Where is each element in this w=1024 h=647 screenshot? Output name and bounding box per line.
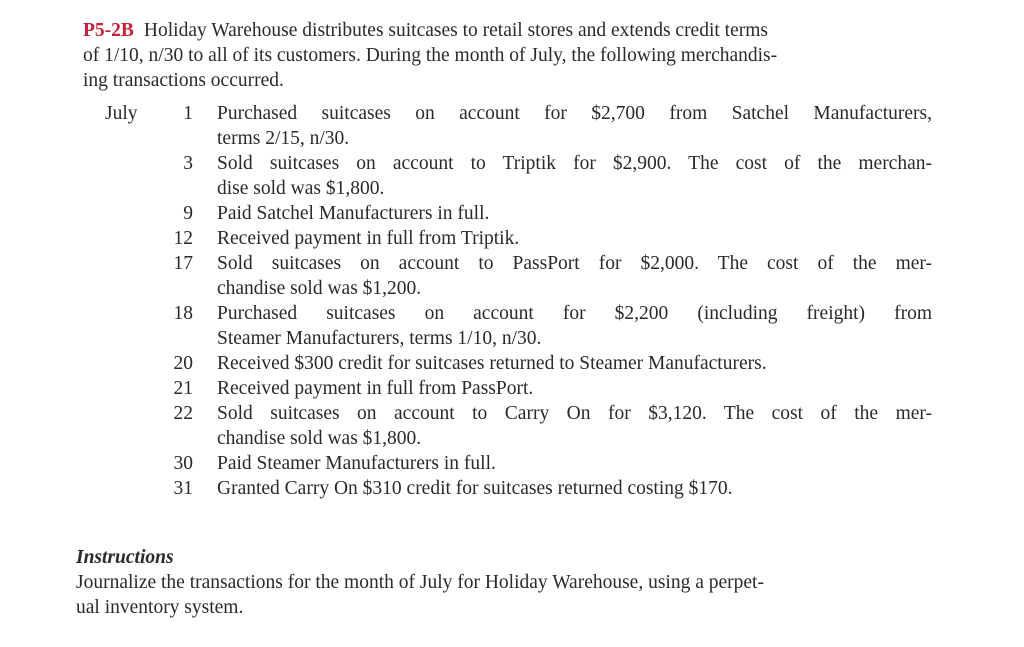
transaction-list — [83, 101, 963, 501]
transaction-day: 20 — [173, 353, 193, 374]
transaction-day: 3 — [183, 153, 193, 174]
transaction-text: Received payment in full from Triptik. — [217, 228, 520, 249]
transaction-day: 12 — [173, 228, 193, 249]
transaction-item — [83, 201, 963, 226]
transaction-text: Steamer Manufacturers, terms 1/10, n/30. — [217, 328, 542, 349]
transaction-day: 31 — [173, 478, 193, 499]
transaction-text: Received $300 credit for suitcases returned to Steamer Manufacturers. — [217, 353, 767, 374]
transaction-day: 17 — [173, 253, 193, 274]
transaction-text: chandise sold was $1,800. — [217, 428, 422, 449]
intro-line: of 1/10, n/30 to all of its customers. During the month of July, the following merchandis- — [83, 45, 778, 66]
transaction-text: Sold suitcases on account to PassPort for $2,000. The cost of the mer- — [217, 253, 932, 274]
transaction-item — [83, 351, 963, 376]
transaction-item — [83, 401, 963, 451]
problem-code: P5-2B — [83, 20, 134, 41]
transaction-text: chandise sold was $1,200. — [217, 278, 422, 299]
transaction-item — [83, 226, 963, 251]
month-label: July — [105, 103, 138, 124]
intro-line — [83, 18, 963, 43]
instructions-text: ual inventory system. — [76, 597, 244, 618]
transaction-text: Sold suitcases on account to Triptik for $2,900. The cost of the merchan- — [217, 153, 932, 174]
transaction-item — [83, 376, 963, 401]
transaction-item — [83, 301, 963, 351]
transaction-text: Purchased suitcases on account for $2,700 from Satchel Manufacturers, — [217, 103, 932, 124]
intro-line: ing transactions occurred. — [83, 70, 284, 91]
transaction-day: 21 — [173, 378, 193, 399]
problem-block — [83, 18, 963, 501]
problem-intro — [83, 18, 963, 93]
transaction-text: Paid Steamer Manufacturers in full. — [217, 453, 496, 474]
transaction-item — [83, 101, 963, 151]
transaction-text: Paid Satchel Manufacturers in full. — [217, 203, 490, 224]
transaction-text: terms 2/15, n/30. — [217, 128, 350, 149]
transaction-item — [83, 151, 963, 201]
transaction-day: 30 — [173, 453, 193, 474]
transaction-text: Purchased suitcases on account for $2,200 (including freight) from — [217, 303, 932, 324]
transaction-item — [83, 451, 963, 476]
transaction-day: 18 — [173, 303, 193, 324]
transaction-item — [83, 476, 963, 501]
transaction-day: 1 — [183, 103, 193, 124]
intro-text: Holiday Warehouse distributes suitcases to retail stores and extends credit terms — [143, 20, 768, 41]
transaction-text: dise sold was $1,800. — [217, 178, 385, 199]
transaction-day: 22 — [173, 403, 193, 424]
transaction-text: Granted Carry On $310 credit for suitcases returned costing $170. — [217, 478, 733, 499]
instructions-block — [76, 545, 956, 620]
instructions-heading: Instructions — [76, 547, 174, 568]
transaction-text: Sold suitcases on account to Carry On for $3,120. The cost of the mer- — [217, 403, 932, 424]
instructions-text: Journalize the transactions for the month of July for Holiday Warehouse, using a perpet- — [76, 572, 764, 593]
transaction-day: 9 — [183, 203, 193, 224]
transaction-text: Received payment in full from PassPort. — [217, 378, 534, 399]
transaction-item — [83, 251, 963, 301]
